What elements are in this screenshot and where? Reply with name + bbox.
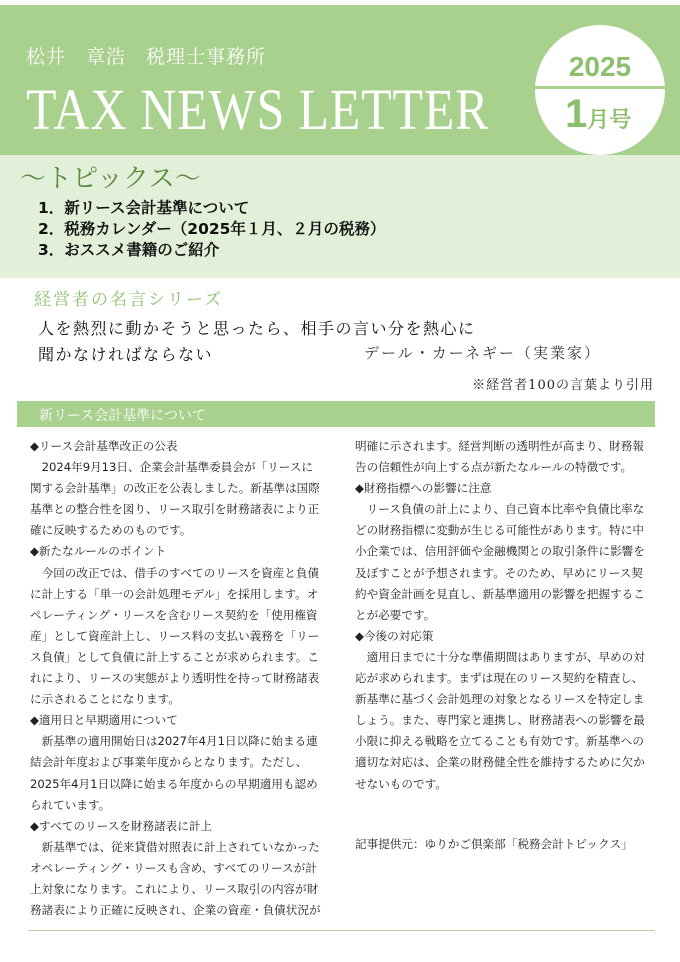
body-line: 基準との整合性を図り、リース取引を財務諸表により正 — [30, 502, 320, 517]
subheading: ◆すべてのリースを財務諸表に計上 — [30, 818, 213, 833]
body-line: れにより、リースの実態がより透明性を持って財務諸表 — [30, 671, 320, 686]
newsletter-title: TAX NEWS LETTER — [26, 77, 490, 142]
body-line: に示されることになります。 — [30, 692, 180, 707]
body-line: リース負債の計上により、自己資本比率や負債比率な — [355, 502, 645, 517]
body-line: 応が求められます。まずは現在のリース契約を精査し、 — [355, 671, 644, 686]
body-line: 産」として資産計上し、リース料の支払い義務を「リー — [30, 628, 320, 643]
body-line: 新基準では、従来貸借対照表に計上されていなかった — [30, 839, 320, 854]
article-source: 記事提供元：ゆりかご倶楽部「税務会計トピックス」 — [355, 837, 633, 851]
body-line: 2025年4月1日以降に始まる年度からの早期適用も認め — [30, 776, 318, 791]
section-title: 新リース会計基準について — [39, 408, 207, 424]
topic-item: 1．新リース会計基準について — [38, 199, 250, 217]
subheading: ◆新たなルールのポイント — [30, 544, 167, 559]
topic-item: 3．おススメ書籍のご紹介 — [38, 241, 220, 259]
body-line: 新基準の適用開始日は2027年4月1日以降に始まる連 — [30, 734, 318, 749]
body-line: 及ぼすことが予想されます。そのため、早めにリース契 — [355, 565, 643, 580]
body-line: 上対象になります。これにより、リース取引の内容が財 — [30, 881, 319, 896]
body-line: 約や資金計画を見直し、新基準適用の影響を把握するこ — [355, 586, 645, 601]
footer-rule — [28, 930, 655, 931]
body-line: とが必要です。 — [355, 607, 436, 622]
issue-badge — [535, 25, 665, 155]
body-line: 新基準に基づく会計処理の対象となるリースを特定しま — [355, 692, 645, 707]
topic-item: 2．税務カレンダー（2025年１月、２月の税務） — [38, 220, 386, 238]
badge-divider — [535, 86, 665, 89]
issue-month — [565, 92, 631, 137]
quote-citation: ※経営者100の言葉より引用 — [472, 378, 654, 393]
month-suffix: 月号 — [587, 107, 632, 132]
body-line: ス負債」として負債に計上することが求められます。こ — [30, 649, 319, 664]
topics-list — [38, 198, 385, 261]
quote-line: 人を熱烈に動かそうと思ったら、相手の言い分を熱心に — [38, 319, 476, 338]
left-column — [30, 436, 335, 921]
body-line: 小限に抑える戦略を立てることも有効です。新基準への — [355, 734, 644, 749]
topics-heading: ～トピックス～ — [20, 164, 201, 194]
right-column — [355, 436, 660, 795]
quote-heading: 経営者の名言シリーズ — [34, 290, 224, 310]
quote-line: 聞かなければならない — [38, 345, 214, 364]
subheading: ◆今後の対応策 — [355, 628, 434, 643]
body-line: どの財務指標に変動が生じる可能性があります。特に中 — [355, 523, 644, 538]
body-line: 小企業では、信用評価や金融機関との取引条件に影響を — [355, 544, 645, 559]
body-line: 告の信頼性が向上する点が新たなルールの特徴です。 — [355, 460, 633, 475]
body-line: 明確に示されます。経営判断の透明性が高まり、財務報 — [355, 439, 644, 453]
body-line: 適用日までに十分な準備期間はありますが、早めの対 — [355, 649, 645, 664]
body-line: 適切な対応は、企業の財務健全性を維持するために欠か — [355, 755, 645, 770]
body-line: に計上する「単一の会計処理モデル」を採用します。オ — [30, 586, 319, 601]
quote-author: デール・カーネギー（実業家） — [364, 344, 601, 362]
subheading: ◆財務指標への影響に注意 — [355, 481, 492, 496]
body-line: せないものです。 — [355, 776, 447, 791]
body-line: られています。 — [30, 797, 111, 812]
body-line: 2024年9月13日、企業会計基準委員会が「リースに — [30, 460, 313, 475]
body-line: ペレーティング・リースを含むリース契約を「使用権資 — [30, 607, 318, 622]
body-line: 関する会計基準」の改正を公表しました。新基準は国際 — [30, 481, 320, 496]
office-name: 松井 章浩 税理士事務所 — [26, 46, 267, 68]
body-line: オペレーティング・リースも含め、すべてのリースが計 — [30, 860, 317, 875]
body-line: 務諸表により正確に反映され、企業の資産・負債状況が — [30, 903, 321, 918]
body-line: 結会計年度および事業年度からとなります。ただし、 — [30, 755, 308, 770]
issue-year: 2025 — [568, 51, 632, 82]
body-line: 今回の改正では、借手のすべてのリースを資産と負債 — [30, 565, 320, 580]
subheading: ◆適用日と早期適用について — [30, 713, 178, 728]
body-line: しょう。また、専門家と連携し、財務諸表への影響を最 — [355, 713, 645, 728]
body-line: 確に反映するためのものです。 — [30, 523, 192, 538]
section-header — [17, 401, 655, 427]
subheading: ◆リース会計基準改正の公表 — [30, 439, 178, 453]
month-number: 1 — [565, 92, 588, 136]
